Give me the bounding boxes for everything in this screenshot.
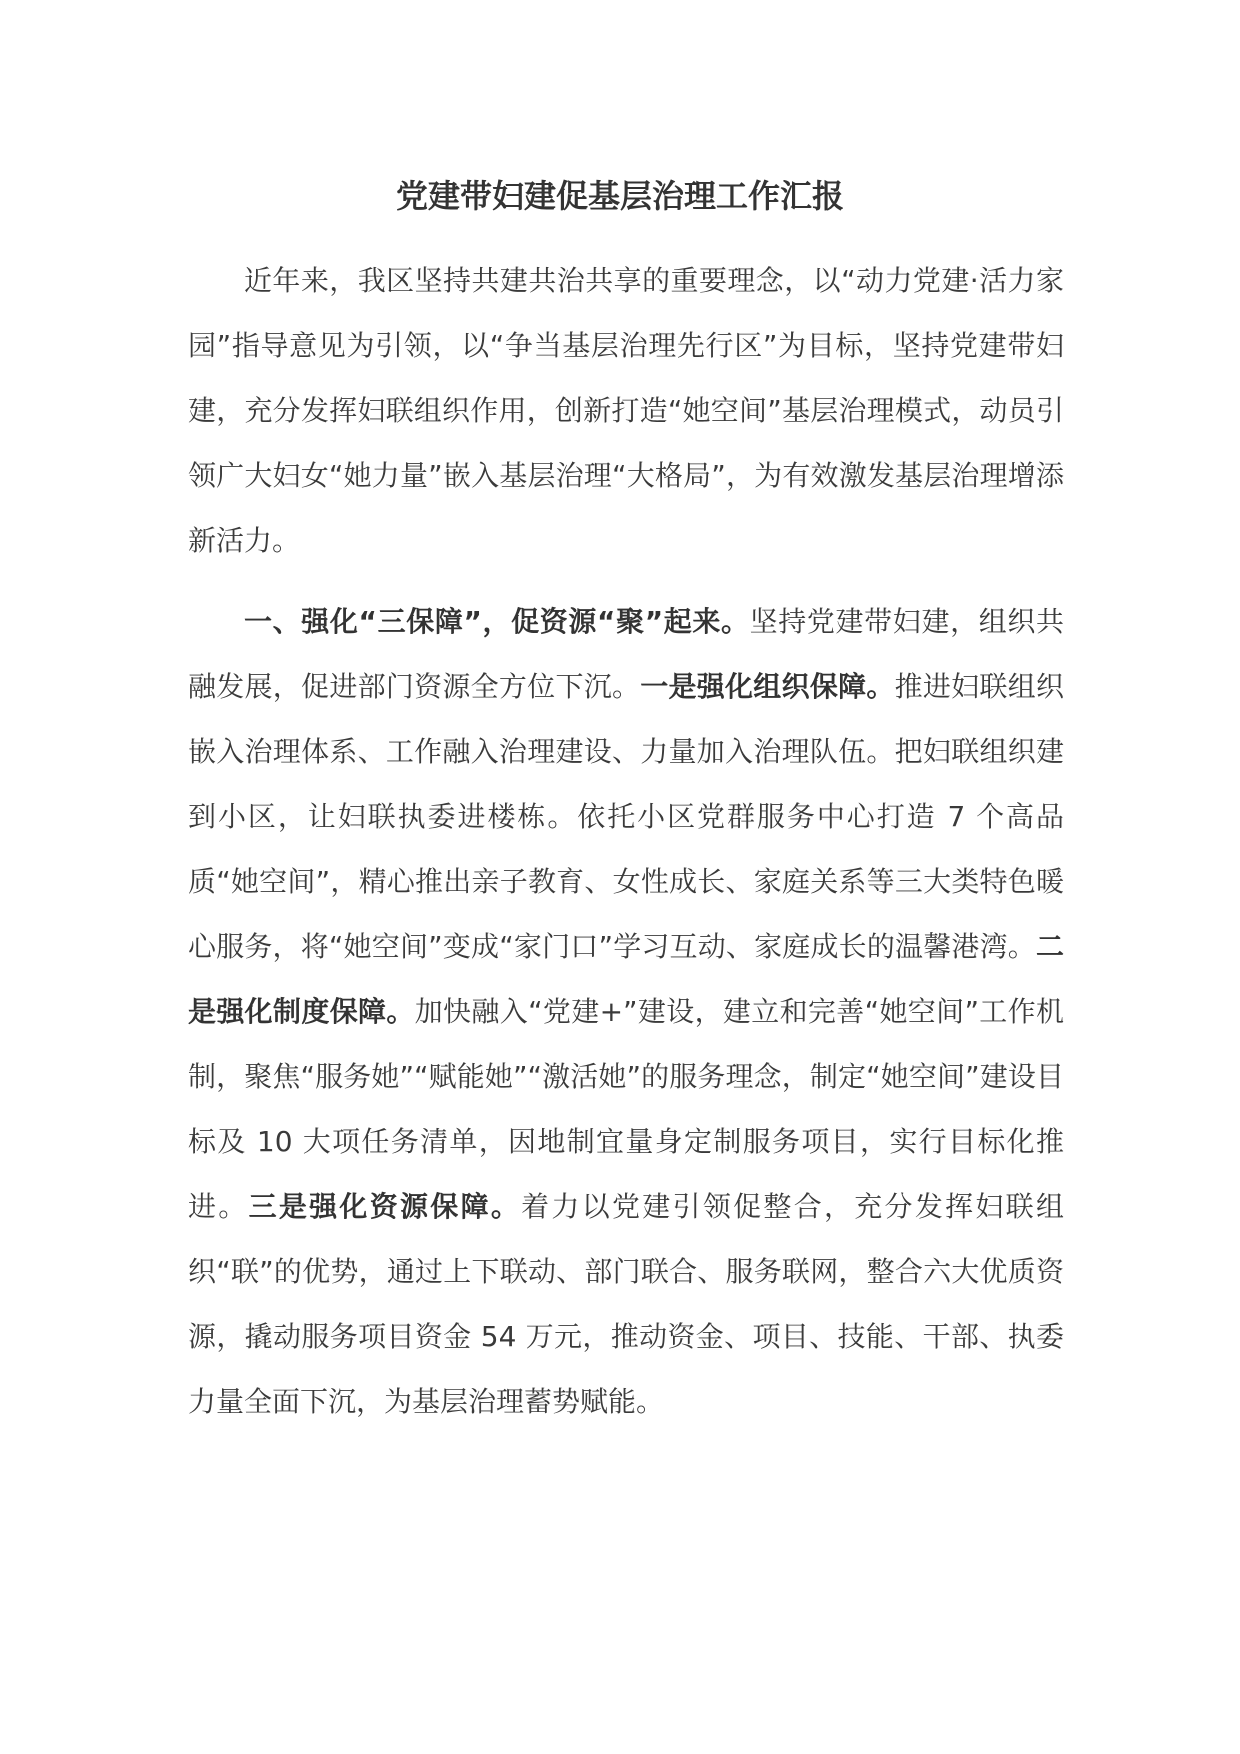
document-body — [188, 248, 1064, 1434]
document-title: 党建带妇建促基层治理工作汇报 — [395, 177, 844, 215]
point-1-text: 推进妇联组织嵌入治理体系、工作融入治理建设、力量加入治理队伍。把妇联组织建到小区，让妇联执委进楼栋。依托小区党群服务中心打造 7 个高品质“她空间”，精心推出亲子教育、女性成长、家庭关系等三大类特色暖心服务，将“她空间”变成“家门口”学习互动、家庭成长的温馨港湾。 — [188, 670, 1064, 963]
point-3-label: 三是强化资源保障。 — [248, 1190, 522, 1223]
point-2-label: 二是强化制度保障。 — [188, 930, 1064, 1028]
section-1-heading: 一、强化“三保障”，促资源“聚”起来。 — [244, 605, 750, 638]
intro-paragraph: 近年来，我区坚持共建共治共享的重要理念，以“动力党建·活力家园”指导意见为引领，以“争当基层治理先行区”为目标，坚持党建带妇建，充分发挥妇联组织作用，创新打造“她空间”基层治理模式，动员引领广大妇女“她力量”嵌入基层治理“大格局”，为有效激发基层治理增添新活力。 — [188, 264, 1064, 557]
section-1-text: 坚持党建带妇建，组织共融发展，促进部门资源全方位下沉。 — [188, 605, 1064, 703]
section-1-paragraph — [188, 589, 1064, 1434]
point-3-text: 着力以党建引领促整合，充分发挥妇联组织“联”的优势，通过上下联动、部门联合、服务联网，整合六大优质资源，撬动服务项目资金 54 万元，推动资金、项目、技能、干部、执委力量全面下沉，为基层治理蓄势赋能。 — [188, 1190, 1064, 1418]
point-1-label: 一是强化组织保障。 — [640, 670, 895, 703]
point-2-text: 加快融入“党建+”建设，建立和完善“她空间”工作机制，聚焦“服务她”“赋能她”“激活她”的服务理念，制定“她空间”建设目标及 10 大项任务清单，因地制宜量身定制服务项目，实行目标化推进。 — [188, 995, 1064, 1223]
